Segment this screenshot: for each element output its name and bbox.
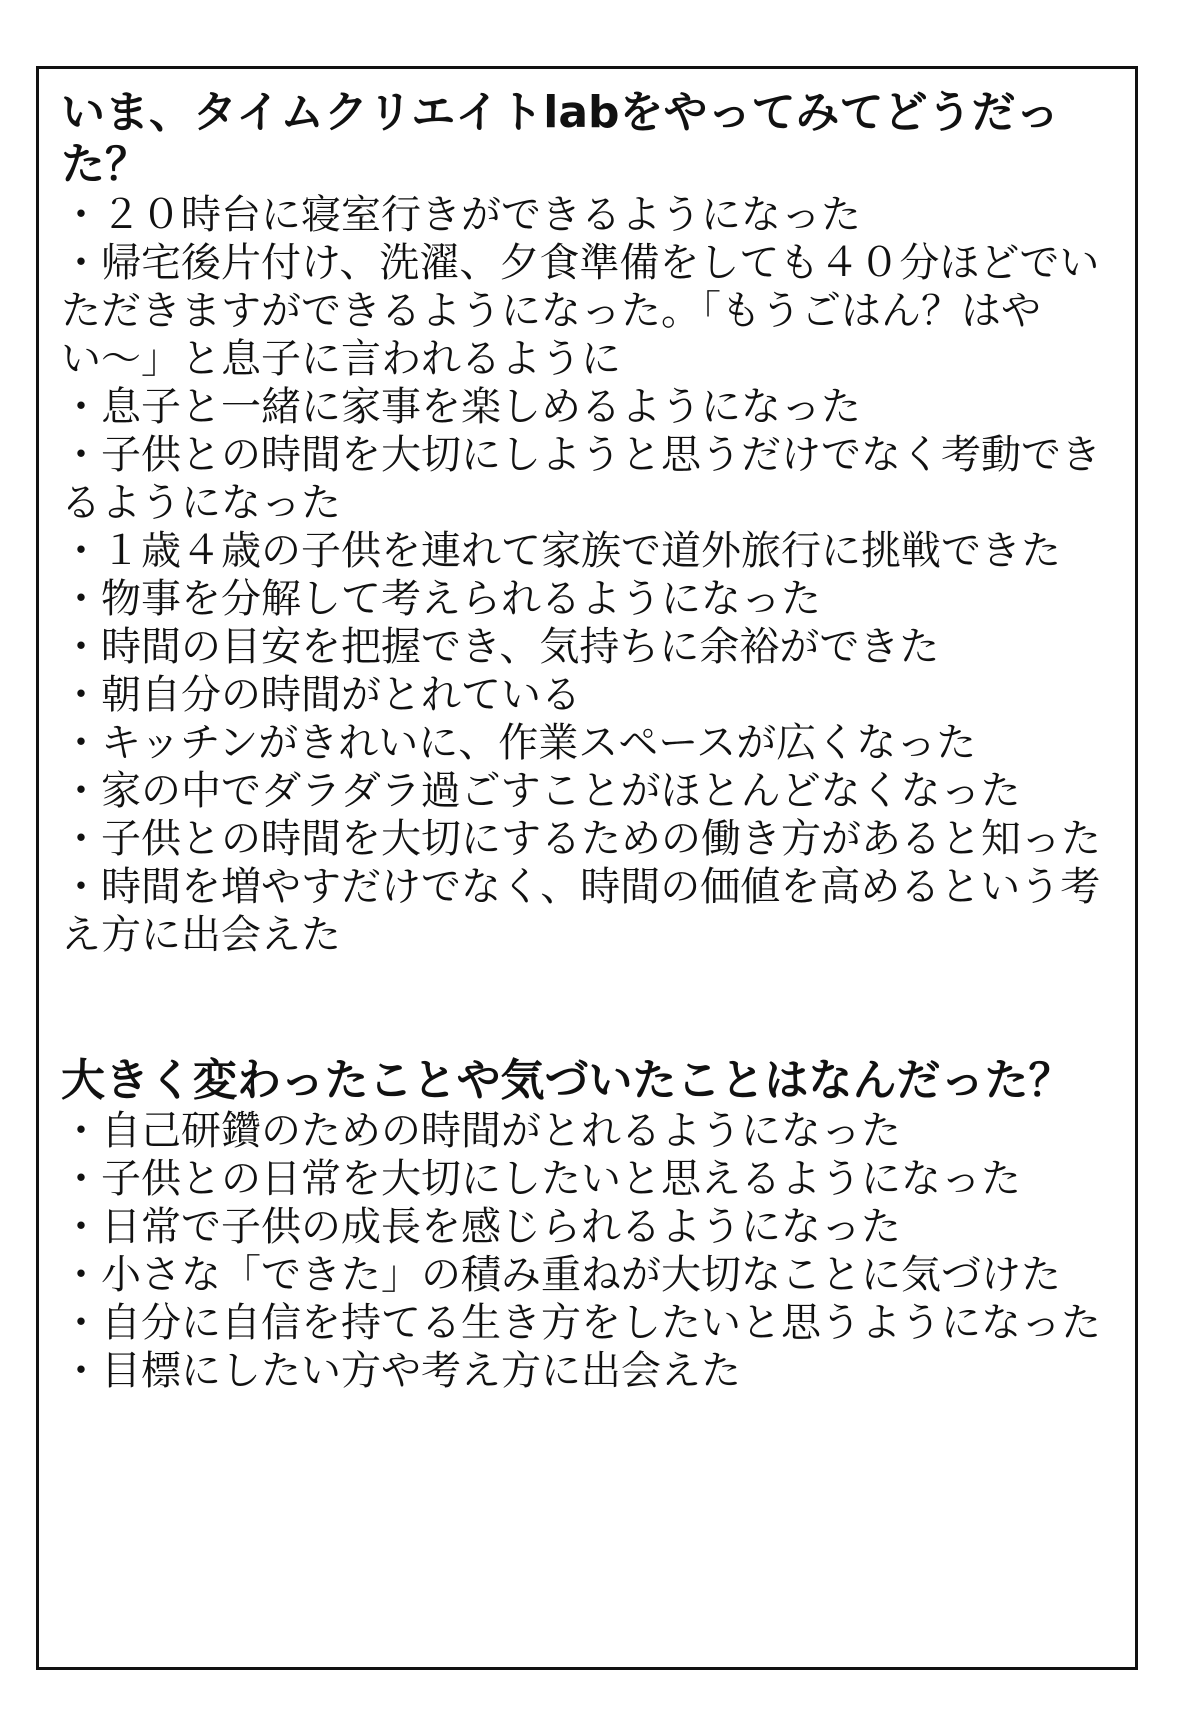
list-item: ・子供との時間を大切にするための働き方があると知った: [61, 816, 1101, 862]
list-item: ・時間の目安を把握でき、気持ちに余裕ができた: [61, 624, 940, 670]
list-item: ・目標にしたい方や考え方に出会えた: [61, 1348, 741, 1394]
list-item: ・自分に自信を持てる生き方をしたいと思うようになった: [61, 1300, 1101, 1346]
list-item: ・日常で子供の成長を感じられるようになった: [61, 1204, 901, 1250]
list-item: ・帰宅後片付け、洗濯、夕食準備をしても４０分ほどでいただきますができるようになった。「もうごはん？はやい〜」と息子に言われるように: [61, 240, 1100, 382]
list-item: ・物事を分解して考えられるようになった: [61, 576, 821, 622]
section-changes-noticed: [61, 1055, 1111, 1395]
list-item: ・小さな「できた」の積み重ねが大切なことに気づけた: [61, 1252, 1061, 1298]
list-item: ・子供との時間を大切にしようと思うだけでなく考動できるようになった: [61, 432, 1101, 526]
list-item: ・キッチンがきれいに、作業スペースが広くなった: [61, 720, 977, 766]
list-item: ・家の中でダラダラ過ごすことがほとんどなくなった: [61, 768, 1021, 814]
list-item: ・時間を増やすだけでなく、時間の価値を高めるという考え方に出会えた: [61, 864, 1101, 958]
section-current-experience: [61, 87, 1111, 959]
bullet-list: [61, 191, 1111, 959]
section-heading: いま、タイムクリエイトlabをやってみてどうだった？: [61, 87, 1060, 190]
list-item: ・朝自分の時間がとれている: [61, 672, 581, 718]
bullet-list: [61, 1107, 1111, 1395]
list-item: ・１歳４歳の子供を連れて家族で道外旅行に挑戦できた: [61, 528, 1061, 574]
list-item: ・自己研鑽のための時間がとれるようになった: [61, 1108, 901, 1154]
list-item: ・息子と一緒に家事を楽しめるようになった: [61, 384, 861, 430]
list-item: ・子供との日常を大切にしたいと思えるようになった: [61, 1156, 1021, 1202]
content-frame: [36, 66, 1138, 1670]
section-heading: 大きく変わったことや気づいたことはなんだった？: [61, 1055, 1073, 1106]
list-item: ・２０時台に寝室行きができるようになった: [61, 192, 861, 238]
